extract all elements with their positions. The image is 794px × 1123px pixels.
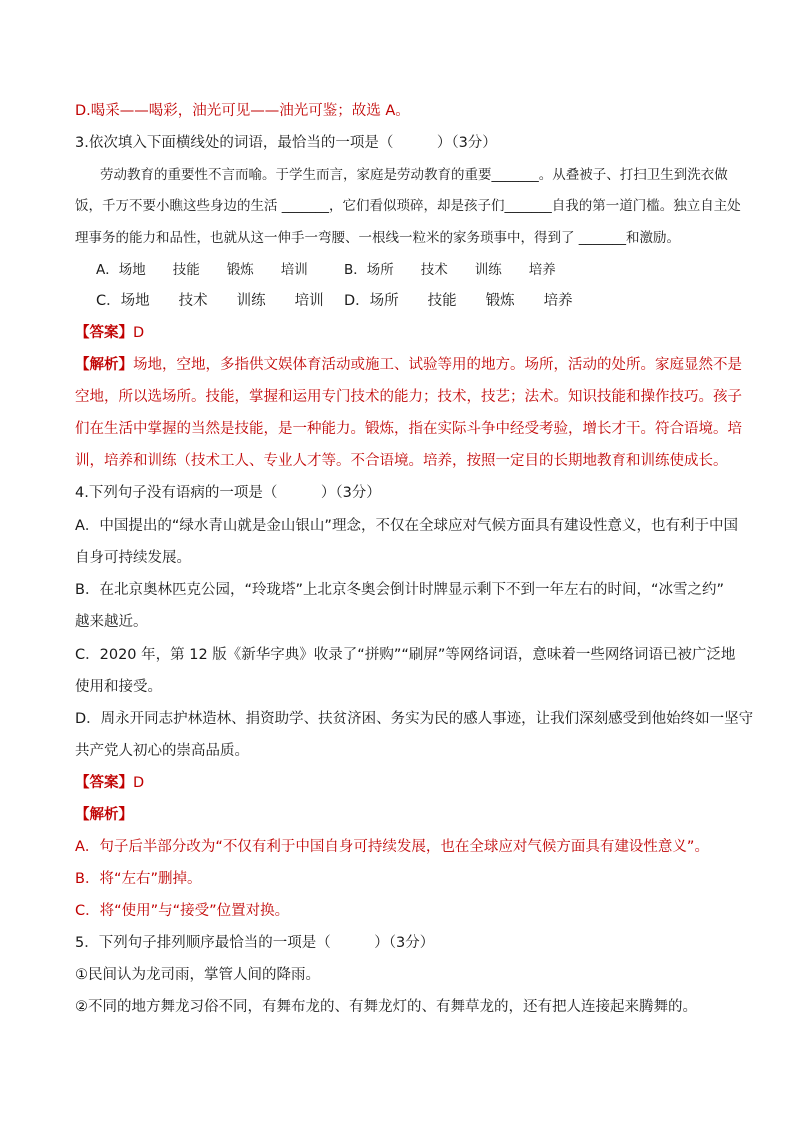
- q3-analysis-line-3: 们在生活中掌握的当然是技能，是一种能力。锻炼，指在实际斗争中经受考验，增长才干。符合语境。培: [75, 421, 742, 437]
- q4-option-a-line-1: A．中国提出的“绿水青山就是金山银山”理念，不仅在全球应对气候方面具有建设性意义，也有利于中国: [75, 518, 738, 534]
- q2-answer-tail: D.喝采——喝彩，油光可见——油光可鉴；故选 A。: [75, 103, 410, 119]
- q4-question: 4.下列句子没有语病的一项是（ ）（3分）: [75, 485, 381, 501]
- q4-analysis-tag: 【解析】: [75, 807, 133, 823]
- q3-option-a: A．场地 技能 锻炼 培训: [96, 262, 308, 278]
- q5-item-1: ①民间认为龙司雨，掌管人间的降雨。: [75, 967, 320, 983]
- q5-question: 5．下列句子排列顺序最恰当的一项是（ ）（3分）: [75, 935, 435, 951]
- q3-option-c: C．场地 技术 训练 培训: [96, 293, 324, 309]
- q4-analysis-line-1: A．句子后半部分改为“不仅有利于中国自身可持续发展，也在全球应对气候方面具有建设性意义”。: [75, 839, 709, 855]
- q4-answer-value: D: [133, 775, 145, 791]
- q4-analysis-line-3: C．将“使用”与“接受”位置对换。: [75, 903, 290, 919]
- q3-question: 3.依次填入下面横线处的词语，最恰当的一项是（ ）（3分）: [75, 135, 497, 151]
- q4-answer-tag: 【答案】: [75, 775, 133, 791]
- q3-passage-line-2: 饭，千万不要小瞧这些身边的生活 _______，它们看似琐碎，却是孩子们_______自我的第一道门槛。独立自主处: [75, 198, 741, 214]
- q3-analysis-tag: 【解析】: [75, 357, 133, 373]
- q3-analysis-line-1: [75, 355, 742, 375]
- q4-analysis-line-2: B．将“左右”删掉。: [75, 871, 202, 887]
- q4-option-b-line-2: 越来越近。: [75, 614, 148, 630]
- q3-answer-tag: 【答案】: [75, 325, 133, 341]
- q4-option-c-line-2: 使用和接受。: [75, 679, 162, 695]
- q3-analysis-text-1: 场地，空地，多指供文娱体育活动或施工、试验等用的地方。场所，活动的处所。家庭显然不是: [133, 357, 742, 373]
- q3-option-b: B．场所 技术 训练 培养: [344, 262, 556, 278]
- q3-passage-line-3: 理事务的能力和品性，也就从这一伸手一弯腰、一根线一粒米的家务琐事中，得到了 _______和激励。: [75, 230, 681, 246]
- q4-option-c-line-1: C．2020 年，第 12 版《新华字典》收录了“拼购”“刷屏”等网络词语，意味着一些网络词语已被广泛地: [75, 647, 736, 663]
- q4-option-d-line-1: D．周永开同志护林造林、捐资助学、扶贫济困、务实为民的感人事迹，让我们深刻感受到他始终如一坚守: [75, 711, 754, 727]
- q4-option-b-line-1: B．在北京奥林匹克公园，“玲珑塔”上北京冬奥会倒计时牌显示剩下不到一年左右的时间，“冰雪之约”: [75, 582, 724, 598]
- q4-option-a-line-2: 自身可持续发展。: [75, 550, 191, 566]
- q3-analysis-line-2: 空地，所以选场所。技能，掌握和运用专门技术的能力；技术，技艺；法术。知识技能和操作技巧。孩子: [75, 389, 742, 405]
- q4-analysis-tag-line: [75, 805, 133, 825]
- q4-option-d-line-2: 共产党人初心的崇高品质。: [75, 743, 249, 759]
- q3-answer-value: D: [133, 325, 145, 341]
- q3-passage-line-1: 劳动教育的重要性不言而喻。于学生而言，家庭是劳动教育的重要_______。从叠被子、打扫卫生到洗衣做: [100, 167, 728, 183]
- q3-answer: [75, 323, 144, 343]
- q4-answer: [75, 773, 144, 793]
- q3-analysis-line-4: 训，培养和训练（技术工人、专业人才等。不合语境。培养，按照一定目的长期地教育和训练使成长。: [75, 453, 728, 469]
- q5-item-2: ②不同的地方舞龙习俗不同，有舞布龙的、有舞龙灯的、有舞草龙的，还有把人连接起来腾舞的。: [75, 999, 697, 1015]
- q3-option-d: D．场所 技能 锻炼 培养: [344, 293, 573, 309]
